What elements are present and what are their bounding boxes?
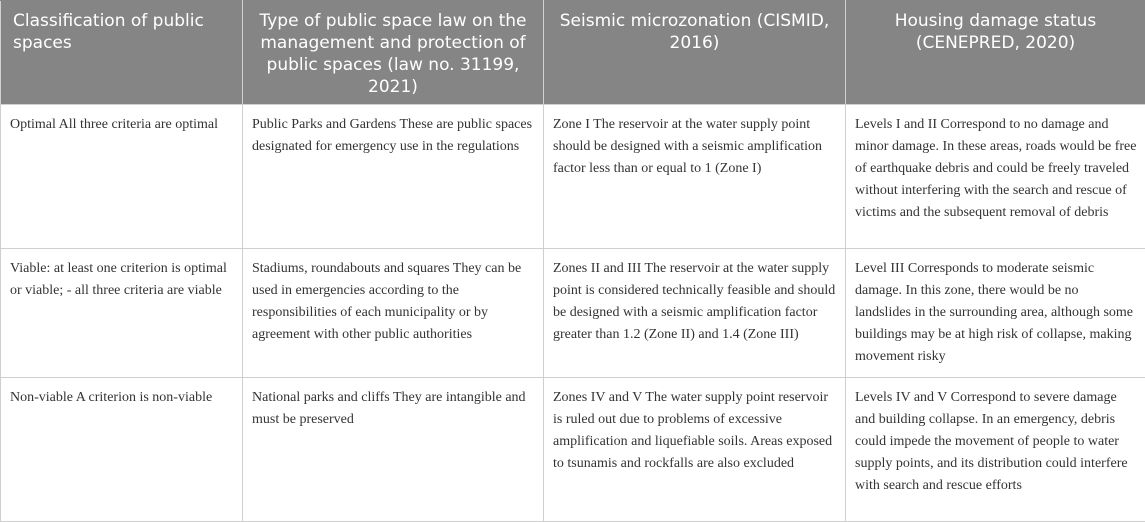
table-cell: Levels I and II Correspond to no damage and minor damage. In these areas, roads would be free of earthquake debris and could be freely traveled without interfering with the search and rescue of victims and the subsequent removal of debris [846,105,1145,249]
header-row [1,1,1145,105]
table-cell: Non-viable A criterion is non-viable [1,377,243,521]
table-header [1,1,1145,105]
table-cell: Viable: at least one criterion is optimal or viable; - all three criteria are viable [1,249,243,377]
header-seismic-microzonation: Seismic microzonation (CISMID, 2016) [544,1,846,105]
table-cell: Zones II and III The reservoir at the water supply point is considered technically feasible and should be designed with a seismic amplification factor greater than 1.2 (Zone II) and 1.4 (Zone III) [544,249,846,377]
table-body [1,105,1145,522]
header-classification: Classification of public spaces [1,1,243,105]
table-cell: Zones IV and V The water supply point reservoir is ruled out due to problems of excessive amplification and liquefiable soils. Areas exposed to tsunamis and rockfalls are also excluded [544,377,846,521]
table-cell: Zone I The reservoir at the water supply point should be designed with a seismic amplification factor less than or equal to 1 (Zone I) [544,105,846,249]
header-public-space-law: Type of public space law on the management and protection of public spaces (law no. 31199, 2021) [243,1,544,105]
table-cell: Optimal All three criteria are optimal [1,105,243,249]
table-cell: National parks and cliffs They are intangible and must be preserved [243,377,544,521]
table-row-non-viable [1,377,1145,521]
table-cell: Public Parks and Gardens These are public spaces designated for emergency use in the regulations [243,105,544,249]
table-cell: Level III Corresponds to moderate seismic damage. In this zone, there would be no landslides in the surrounding area, although some buildings may be at high risk of collapse, making movement risky [846,249,1145,377]
table-row-optimal [1,105,1145,249]
table-cell: Stadiums, roundabouts and squares They can be used in emergencies according to the responsibilities of each municipality or by agreement with other public authorities [243,249,544,377]
header-housing-damage: Housing damage status (CENEPRED, 2020) [846,1,1145,105]
table-row-viable [1,249,1145,377]
table-cell: Levels IV and V Correspond to severe damage and building collapse. In an emergency, debris could impede the movement of people to water supply points, and its distribution could interfere with search and rescue efforts [846,377,1145,521]
